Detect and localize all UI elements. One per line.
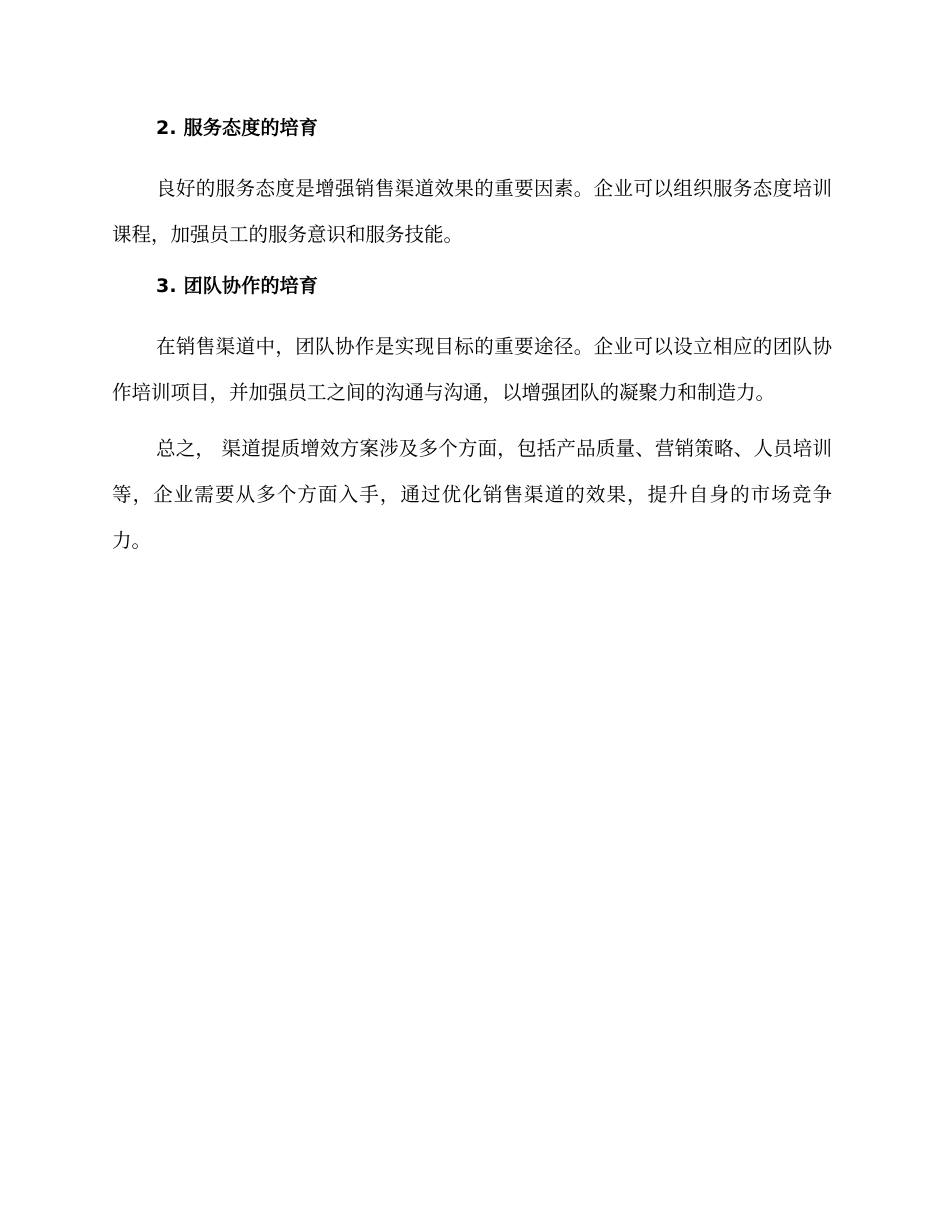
paragraph-teamwork: 在销售渠道中，团队协作是实现目标的重要途径。企业可以设立相应的团队协作培训项目，并加强员工之间的沟通与沟通，以增强团队的凝聚力和制造力。	[112, 335, 832, 404]
section-heading-teamwork: 3. 团队协作的培育	[156, 275, 319, 297]
paragraph-service-attitude: 良好的服务态度是增强销售渠道效果的重要因素。企业可以组织服务态度培训课程，加强员工的服务意识和服务技能。	[112, 177, 832, 246]
section-heading-service-attitude: 2. 服务态度的培育	[156, 117, 319, 139]
document-page	[112, 108, 832, 564]
paragraph-conclusion: 总之， 渠道提质增效方案涉及多个方面，包括产品质量、营销策略、人员培训等，企业需要从多个方面入手，通过优化销售渠道的效果，提升自身的市场竞争力。	[112, 437, 832, 552]
